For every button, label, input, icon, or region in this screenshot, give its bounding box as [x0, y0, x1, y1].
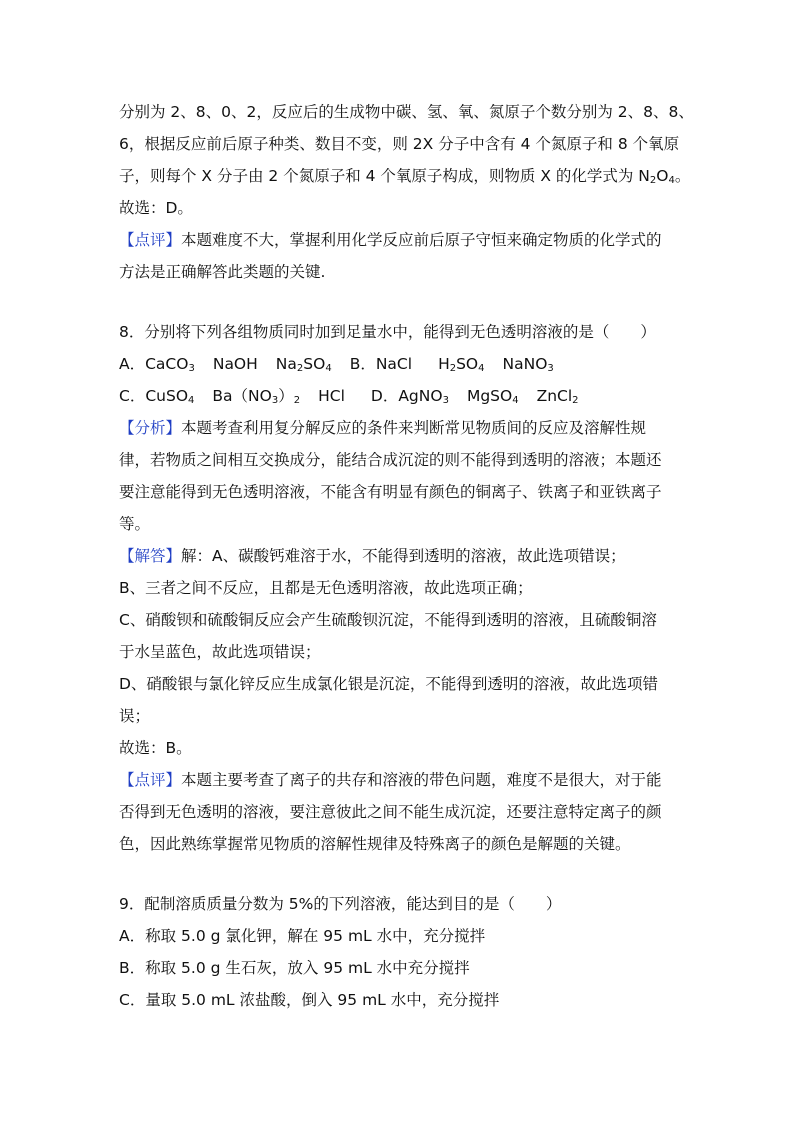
q8-comment-line-1: 【点评】本题主要考查了离子的共存和溶液的带色问题，难度不是很大，对于能 — [119, 771, 662, 789]
q7-comment-line-2: 方法是正确解答此类题的关键. — [119, 263, 326, 281]
q8-comment-line-2: 否得到无色透明的溶液，要注意彼此之间不能生成沉淀，还要注意特定离子的颜 — [119, 803, 662, 821]
q8-option-d-label: D． — [370, 387, 399, 405]
q8-analysis-line-4: 等。 — [119, 515, 151, 533]
q8-solution-line-1: 【解答】解：A、碳酸钙难溶于水，不能得到透明的溶液，故此选项错误； — [119, 547, 626, 565]
q8-stem: 8．分别将下列各组物质同时加到足量水中，能得到无色透明溶液的是（ ） — [119, 323, 656, 341]
comment-tag: 【点评】 — [119, 231, 182, 249]
q8-analysis-line-1: 【分析】本题考查利用复分解反应的条件来判断常见物质间的反应及溶解性规 — [119, 419, 647, 437]
q8-analysis-line-2: 律，若物质之间相互交换成分，能结合成沉淀的则不能得到透明的溶液；本题还 — [119, 451, 662, 469]
q8-solution-line-6: 误； — [119, 707, 151, 725]
q9-option-b: B．称取 5.0 g 生石灰，放入 95 mL 水中充分搅拌 — [119, 959, 470, 977]
q8-option-a-label: A． — [119, 355, 146, 373]
q8-option-b-label: B． — [349, 355, 376, 373]
analysis-tag: 【分析】 — [119, 419, 182, 437]
comment-tag: 【点评】 — [119, 771, 182, 789]
q7-comment-line-1: 【点评】本题难度不大，掌握利用化学反应前后原子守恒来确定物质的化学式的 — [119, 231, 662, 249]
q8-solution-line-4: 于水呈蓝色，故此选项错误； — [119, 643, 321, 661]
q9-stem: 9．配制溶质质量分数为 5%的下列溶液，能达到目的是（ ） — [119, 895, 562, 913]
q9-option-c: C．量取 5.0 mL 浓盐酸，倒入 95 mL 水中，充分搅拌 — [119, 991, 500, 1009]
q8-option-c-label: C． — [119, 387, 146, 405]
solution-tag: 【解答】 — [119, 547, 182, 565]
q7-explanation-line-1: 分别为 2、8、0、2，反应后的生成物中碳、氢、氧、氮原子个数分别为 2、8、8、 — [119, 103, 694, 121]
q8-comment-line-3: 色，因此熟练掌握常见物质的溶解性规律及特殊离子的颜色是解题的关键。 — [119, 835, 631, 853]
q8-solution-line-2: B、三者之间不反应，且都是无色透明溶液，故此选项正确； — [119, 579, 533, 597]
q8-solution-line-5: D、硝酸银与氯化锌反应生成氯化银是沉淀，不能得到透明的溶液，故此选项错 — [119, 675, 658, 693]
q8-answer: 故选：B。 — [119, 739, 192, 757]
q8-analysis-line-3: 要注意能得到无色透明溶液，不能含有明显有颜色的铜离子、铁离子和亚铁离子 — [119, 483, 662, 501]
q7-explanation-line-2: 6，根据反应前后原子种类、数目不变，则 2X 分子中含有 4 个氮原子和 8 个氧原 — [119, 135, 680, 153]
q8-solution-line-3: C、硝酸钡和硫酸铜反应会产生硫酸钡沉淀，不能得到透明的溶液，且硫酸铜溶 — [119, 611, 657, 629]
q7-answer: 故选：D。 — [119, 199, 193, 217]
q8-options-cd: C．CuSO$_4$ $Ba(NO_3)_2$ HCl D．AgNO$_3$ MgSO$_4$ ZnCl$_2$ — [119, 387, 579, 406]
q7-explanation-line-3: 子，则每个 X 分子由 2 个氮原子和 4 个氧原子构成，则物质 X 的化学式为 $N_2O_4$。 — [119, 167, 691, 186]
q8-options-ab: A．CaCO$_3$ NaOH $Na_2SO_4$ B．NaCl $H_2SO_4$ NaNO$_3$ — [119, 355, 554, 374]
q9-option-a: A．称取 5.0 g 氯化钾，解在 95 mL 水中，充分搅拌 — [119, 927, 486, 945]
